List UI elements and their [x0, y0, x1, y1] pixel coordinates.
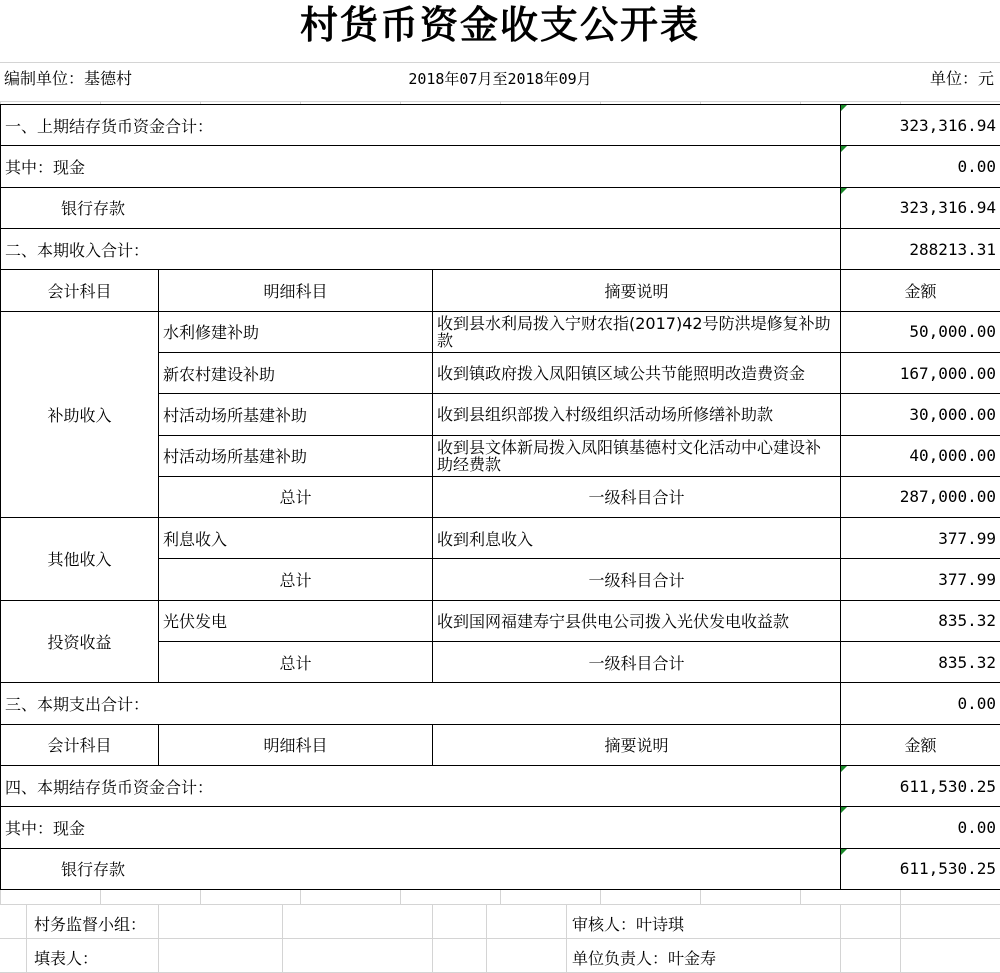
header-row [0, 62, 1000, 102]
sec1-value[interactable]: 323,316.94 [841, 105, 1000, 146]
sec4-cash-row [1, 807, 1000, 848]
col-account[interactable]: 会计科目 [1, 724, 159, 765]
sec4-value[interactable]: 611,530.25 [841, 766, 1000, 807]
amount-cell[interactable]: 377.99 [841, 518, 1000, 559]
total-summary[interactable]: 一级科目合计 [433, 559, 841, 600]
detail-cell[interactable]: 光伏发电 [159, 600, 433, 641]
page-title: 村货币资金收支公开表 [0, 0, 1000, 62]
sec4-label[interactable]: 四、本期结存货币资金合计： [1, 766, 841, 807]
comment-marker-icon [841, 146, 847, 152]
other-row [1, 518, 1000, 559]
supervision-label[interactable]: 村务监督小组： [34, 915, 147, 934]
comment-marker-icon [841, 188, 847, 194]
sec1-row [1, 105, 1000, 146]
grid-line [486, 904, 487, 973]
grid-line [566, 904, 567, 973]
detail-cell[interactable]: 村活动场所基建补助 [159, 394, 433, 435]
summary-cell[interactable]: 收到国网福建寿宁县供电公司拨入光伏发电收益款 [433, 600, 841, 641]
grid-line [840, 904, 841, 973]
sec1-bank-value[interactable]: 323,316.94 [841, 187, 1000, 228]
summary-cell[interactable]: 收到县组织部拨入村级组织活动场所修缮补助款 [433, 394, 841, 435]
other-category[interactable]: 其他收入 [1, 518, 159, 601]
col-amount[interactable]: 金额 [841, 724, 1000, 765]
col-account[interactable]: 会计科目 [1, 270, 159, 311]
currency-label: 单位：元 [929, 69, 994, 88]
invest-category[interactable]: 投资收益 [1, 600, 159, 683]
col-amount[interactable]: 金额 [841, 270, 1000, 311]
sec3-label[interactable]: 三、本期支出合计： [1, 683, 841, 724]
subsidy-row-1 [1, 311, 1000, 352]
col-summary[interactable]: 摘要说明 [433, 270, 841, 311]
detail-cell[interactable]: 新农村建设补助 [159, 352, 433, 393]
sec4-cash-value[interactable]: 0.00 [841, 807, 1000, 848]
leader-label[interactable]: 单位负责人：叶金寿 [572, 949, 717, 968]
comment-marker-icon [841, 807, 847, 813]
fund-table [0, 104, 1000, 890]
grid-line [0, 938, 1000, 939]
amount-cell[interactable]: 167,000.00 [841, 352, 1000, 393]
sec4-bank-label[interactable]: 银行存款 [1, 848, 841, 889]
grid-line [282, 904, 283, 973]
total-amount[interactable]: 835.32 [841, 642, 1000, 683]
filler-label[interactable]: 填表人： [34, 949, 99, 968]
unit-label: 编制单位：基德村 [4, 69, 133, 88]
sec1-cash-row [1, 146, 1000, 187]
sec4-bank-value[interactable]: 611,530.25 [841, 848, 1000, 889]
sec1-cash-value[interactable]: 0.00 [841, 146, 1000, 187]
invest-row [1, 600, 1000, 641]
summary-cell[interactable]: 收到镇政府拨入凤阳镇区域公共节能照明改造费资金 [433, 352, 841, 393]
sec3-row [1, 683, 1000, 724]
grid-line [26, 904, 27, 973]
grid-line [432, 904, 433, 973]
footer [0, 904, 1000, 973]
total-amount[interactable]: 377.99 [841, 559, 1000, 600]
amount-cell[interactable]: 835.32 [841, 600, 1000, 641]
sec4-row [1, 766, 1000, 807]
comment-marker-icon [841, 849, 847, 855]
amount-cell[interactable]: 50,000.00 [841, 311, 1000, 352]
sec3-value[interactable]: 0.00 [841, 683, 1000, 724]
detail-cell[interactable]: 水利修建补助 [159, 311, 433, 352]
summary-cell[interactable]: 收到县文体新局拨入凤阳镇基德村文化活动中心建设补助经费款 [433, 435, 841, 476]
sec1-bank-label[interactable]: 银行存款 [1, 187, 841, 228]
total-label[interactable]: 总计 [159, 642, 433, 683]
sec4-cash-label[interactable]: 其中：现金 [1, 807, 841, 848]
total-summary[interactable]: 一级科目合计 [433, 476, 841, 517]
amount-cell[interactable]: 40,000.00 [841, 435, 1000, 476]
amount-cell[interactable]: 30,000.00 [841, 394, 1000, 435]
sec2-value[interactable]: 288213.31 [841, 228, 1000, 269]
sec1-bank-row [1, 187, 1000, 228]
comment-marker-icon [841, 766, 847, 772]
grid-line [0, 904, 1000, 905]
sec2-label[interactable]: 二、本期收入合计： [1, 228, 841, 269]
reviewer-label[interactable]: 审核人：叶诗琪 [572, 915, 685, 934]
col-detail[interactable]: 明细科目 [159, 270, 433, 311]
col-detail[interactable]: 明细科目 [159, 724, 433, 765]
summary-cell[interactable]: 收到县水利局拨入宁财农指(2017)42号防洪堤修复补助款 [433, 311, 841, 352]
comment-marker-icon [841, 105, 847, 111]
detail-cell[interactable]: 利息收入 [159, 518, 433, 559]
sec1-cash-label[interactable]: 其中：现金 [1, 146, 841, 187]
income-header-row [1, 270, 1000, 311]
sec4-bank-row [1, 848, 1000, 889]
total-amount[interactable]: 287,000.00 [841, 476, 1000, 517]
detail-cell[interactable]: 村活动场所基建补助 [159, 435, 433, 476]
total-summary[interactable]: 一级科目合计 [433, 642, 841, 683]
total-label[interactable]: 总计 [159, 476, 433, 517]
subsidy-category[interactable]: 补助收入 [1, 311, 159, 518]
grid-line [158, 904, 159, 973]
sec1-label[interactable]: 一、上期结存货币资金合计： [1, 105, 841, 146]
total-label[interactable]: 总计 [159, 559, 433, 600]
period-label: 2018年07月至2018年09月 [408, 70, 592, 88]
summary-cell[interactable]: 收到利息收入 [433, 518, 841, 559]
col-summary[interactable]: 摘要说明 [433, 724, 841, 765]
grid-line [900, 904, 901, 973]
expense-header-row [1, 724, 1000, 765]
sec2-row [1, 228, 1000, 269]
